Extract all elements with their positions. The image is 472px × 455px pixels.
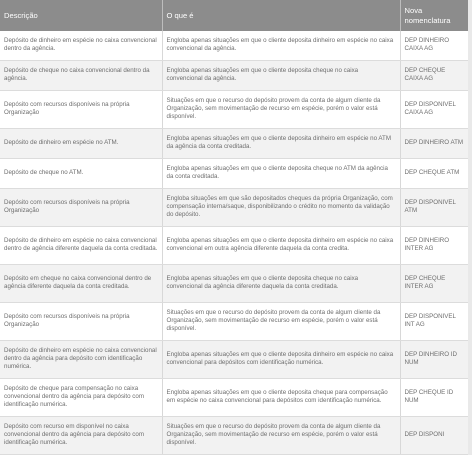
cell-o-que-e: Engloba apenas situações em que o cliente deposita cheque no caixa convencional da agência diferente daquela da conta creditada. bbox=[162, 264, 400, 302]
table-row bbox=[0, 302, 468, 340]
table-row bbox=[0, 226, 468, 264]
cell-nomenclatura: DEP DISPONI bbox=[400, 416, 468, 454]
cell-nomenclatura: DEP CHEQUE ID NUM bbox=[400, 378, 468, 416]
cell-descricao: Depósito de dinheiro em espécie no caixa convencional dentro de agência diferente daquela da conta creditada. bbox=[0, 226, 162, 264]
cell-nomenclatura: DEP DISPONIVEL CAIXA AG bbox=[400, 90, 468, 128]
cell-descricao: Depósito com recursos disponíveis na própria Organização bbox=[0, 302, 162, 340]
cell-nomenclatura: DEP CHEQUE ATM bbox=[400, 158, 468, 188]
table-row bbox=[0, 158, 468, 188]
table-row bbox=[0, 188, 468, 226]
header-o-que-e: O que é bbox=[162, 0, 400, 31]
table-row bbox=[0, 90, 468, 128]
cell-descricao: Depósito com recurso em disponível no caixa convencional dentro da agência para depósito com identificação numérica. bbox=[0, 416, 162, 454]
cell-descricao: Depósito de cheque no ATM. bbox=[0, 158, 162, 188]
cell-nomenclatura: DEP DINHEIRO ATM bbox=[400, 128, 468, 158]
cell-o-que-e: Situações em que o recurso do depósito provem da conta de algum cliente da Organização, sem movimentação de recurso em espécie, porém o valor está disponível. bbox=[162, 416, 400, 454]
cell-descricao: Depósito de dinheiro em espécie no ATM. bbox=[0, 128, 162, 158]
cell-nomenclatura: DEP CHEQUE INTER AG bbox=[400, 264, 468, 302]
cell-o-que-e: Situações em que o recurso do depósito provem da conta de algum cliente da Organização, sem movimentação de recurso em espécie, porém o valor está disponível. bbox=[162, 302, 400, 340]
header-nova-nomenclatura: Nova nomenclatura bbox=[400, 0, 468, 31]
table-row bbox=[0, 340, 468, 378]
table-row bbox=[0, 378, 468, 416]
header-descricao: Descrição bbox=[0, 0, 162, 31]
cell-o-que-e: Engloba apenas situações em que o cliente deposita dinheiro em espécie no caixa convencional da agência. bbox=[162, 31, 400, 60]
cell-o-que-e: Engloba apenas situações em que o cliente deposita dinheiro em espécie no ATM da agência da conta creditada. bbox=[162, 128, 400, 158]
cell-nomenclatura: DEP DINHEIRO ID NUM bbox=[400, 340, 468, 378]
table-row bbox=[0, 416, 468, 454]
cell-descricao: Depósito de cheque para compensação no caixa convencional dentro da agência para depósito com identificação numérica. bbox=[0, 378, 162, 416]
cell-o-que-e: Engloba apenas situações em que o cliente deposita cheque para compensação em espécie no caixa convencional para depósitos com identificação numérica. bbox=[162, 378, 400, 416]
cell-descricao: Depósito de dinheiro em espécie no caixa convencional dentro da agência para depósito com identificação numérica. bbox=[0, 340, 162, 378]
cell-o-que-e: Engloba situações em que são depositados cheques da própria Organização, com compensação interna/saque, disponibilizando o crédito no momento da validação do depósito. bbox=[162, 188, 400, 226]
cell-descricao: Depósito com recursos disponíveis na própria Organização bbox=[0, 188, 162, 226]
cell-descricao: Depósito de cheque no caixa convencional dentro da agência. bbox=[0, 60, 162, 90]
cell-o-que-e: Engloba apenas situações em que o cliente deposita dinheiro em espécie no caixa convencional para depósitos com identificação numérica. bbox=[162, 340, 400, 378]
table-row bbox=[0, 264, 468, 302]
table-row bbox=[0, 60, 468, 90]
cell-nomenclatura: DEP DISPONIVEL ATM bbox=[400, 188, 468, 226]
cell-o-que-e: Engloba apenas situações em que o cliente deposita dinheiro em espécie no caixa convencional em outra agência diferente daquela da conta credita. bbox=[162, 226, 400, 264]
table-row bbox=[0, 31, 468, 60]
table-header-row bbox=[0, 0, 468, 31]
cell-nomenclatura: DEP CHEQUE CAIXA AG bbox=[400, 60, 468, 90]
page-edge-strip bbox=[468, 0, 472, 455]
cell-nomenclatura: DEP DISPONIVEL INT AG bbox=[400, 302, 468, 340]
table-row bbox=[0, 128, 468, 158]
cell-o-que-e: Situações em que o recurso do depósito provem da conta de algum cliente da Organização, sem movimentação de recurso em espécie, porém o valor está disponível. bbox=[162, 90, 400, 128]
cell-descricao: Depósito de dinheiro em espécie no caixa convencional dentro da agência. bbox=[0, 31, 162, 60]
cell-o-que-e: Engloba apenas situações em que o cliente deposita cheque no caixa convencional da agência. bbox=[162, 60, 400, 90]
cell-nomenclatura: DEP DINHEIRO INTER AG bbox=[400, 226, 468, 264]
cell-descricao: Depósito em cheque no caixa convencional dentro de agência diferente daquela da conta creditada. bbox=[0, 264, 162, 302]
cell-descricao: Depósito com recursos disponíveis na própria Organização bbox=[0, 90, 162, 128]
cell-nomenclatura: DEP DINHEIRO CAIXA AG bbox=[400, 31, 468, 60]
cell-o-que-e: Engloba apenas situações em que o cliente deposita cheque no ATM da agência da conta creditada. bbox=[162, 158, 400, 188]
